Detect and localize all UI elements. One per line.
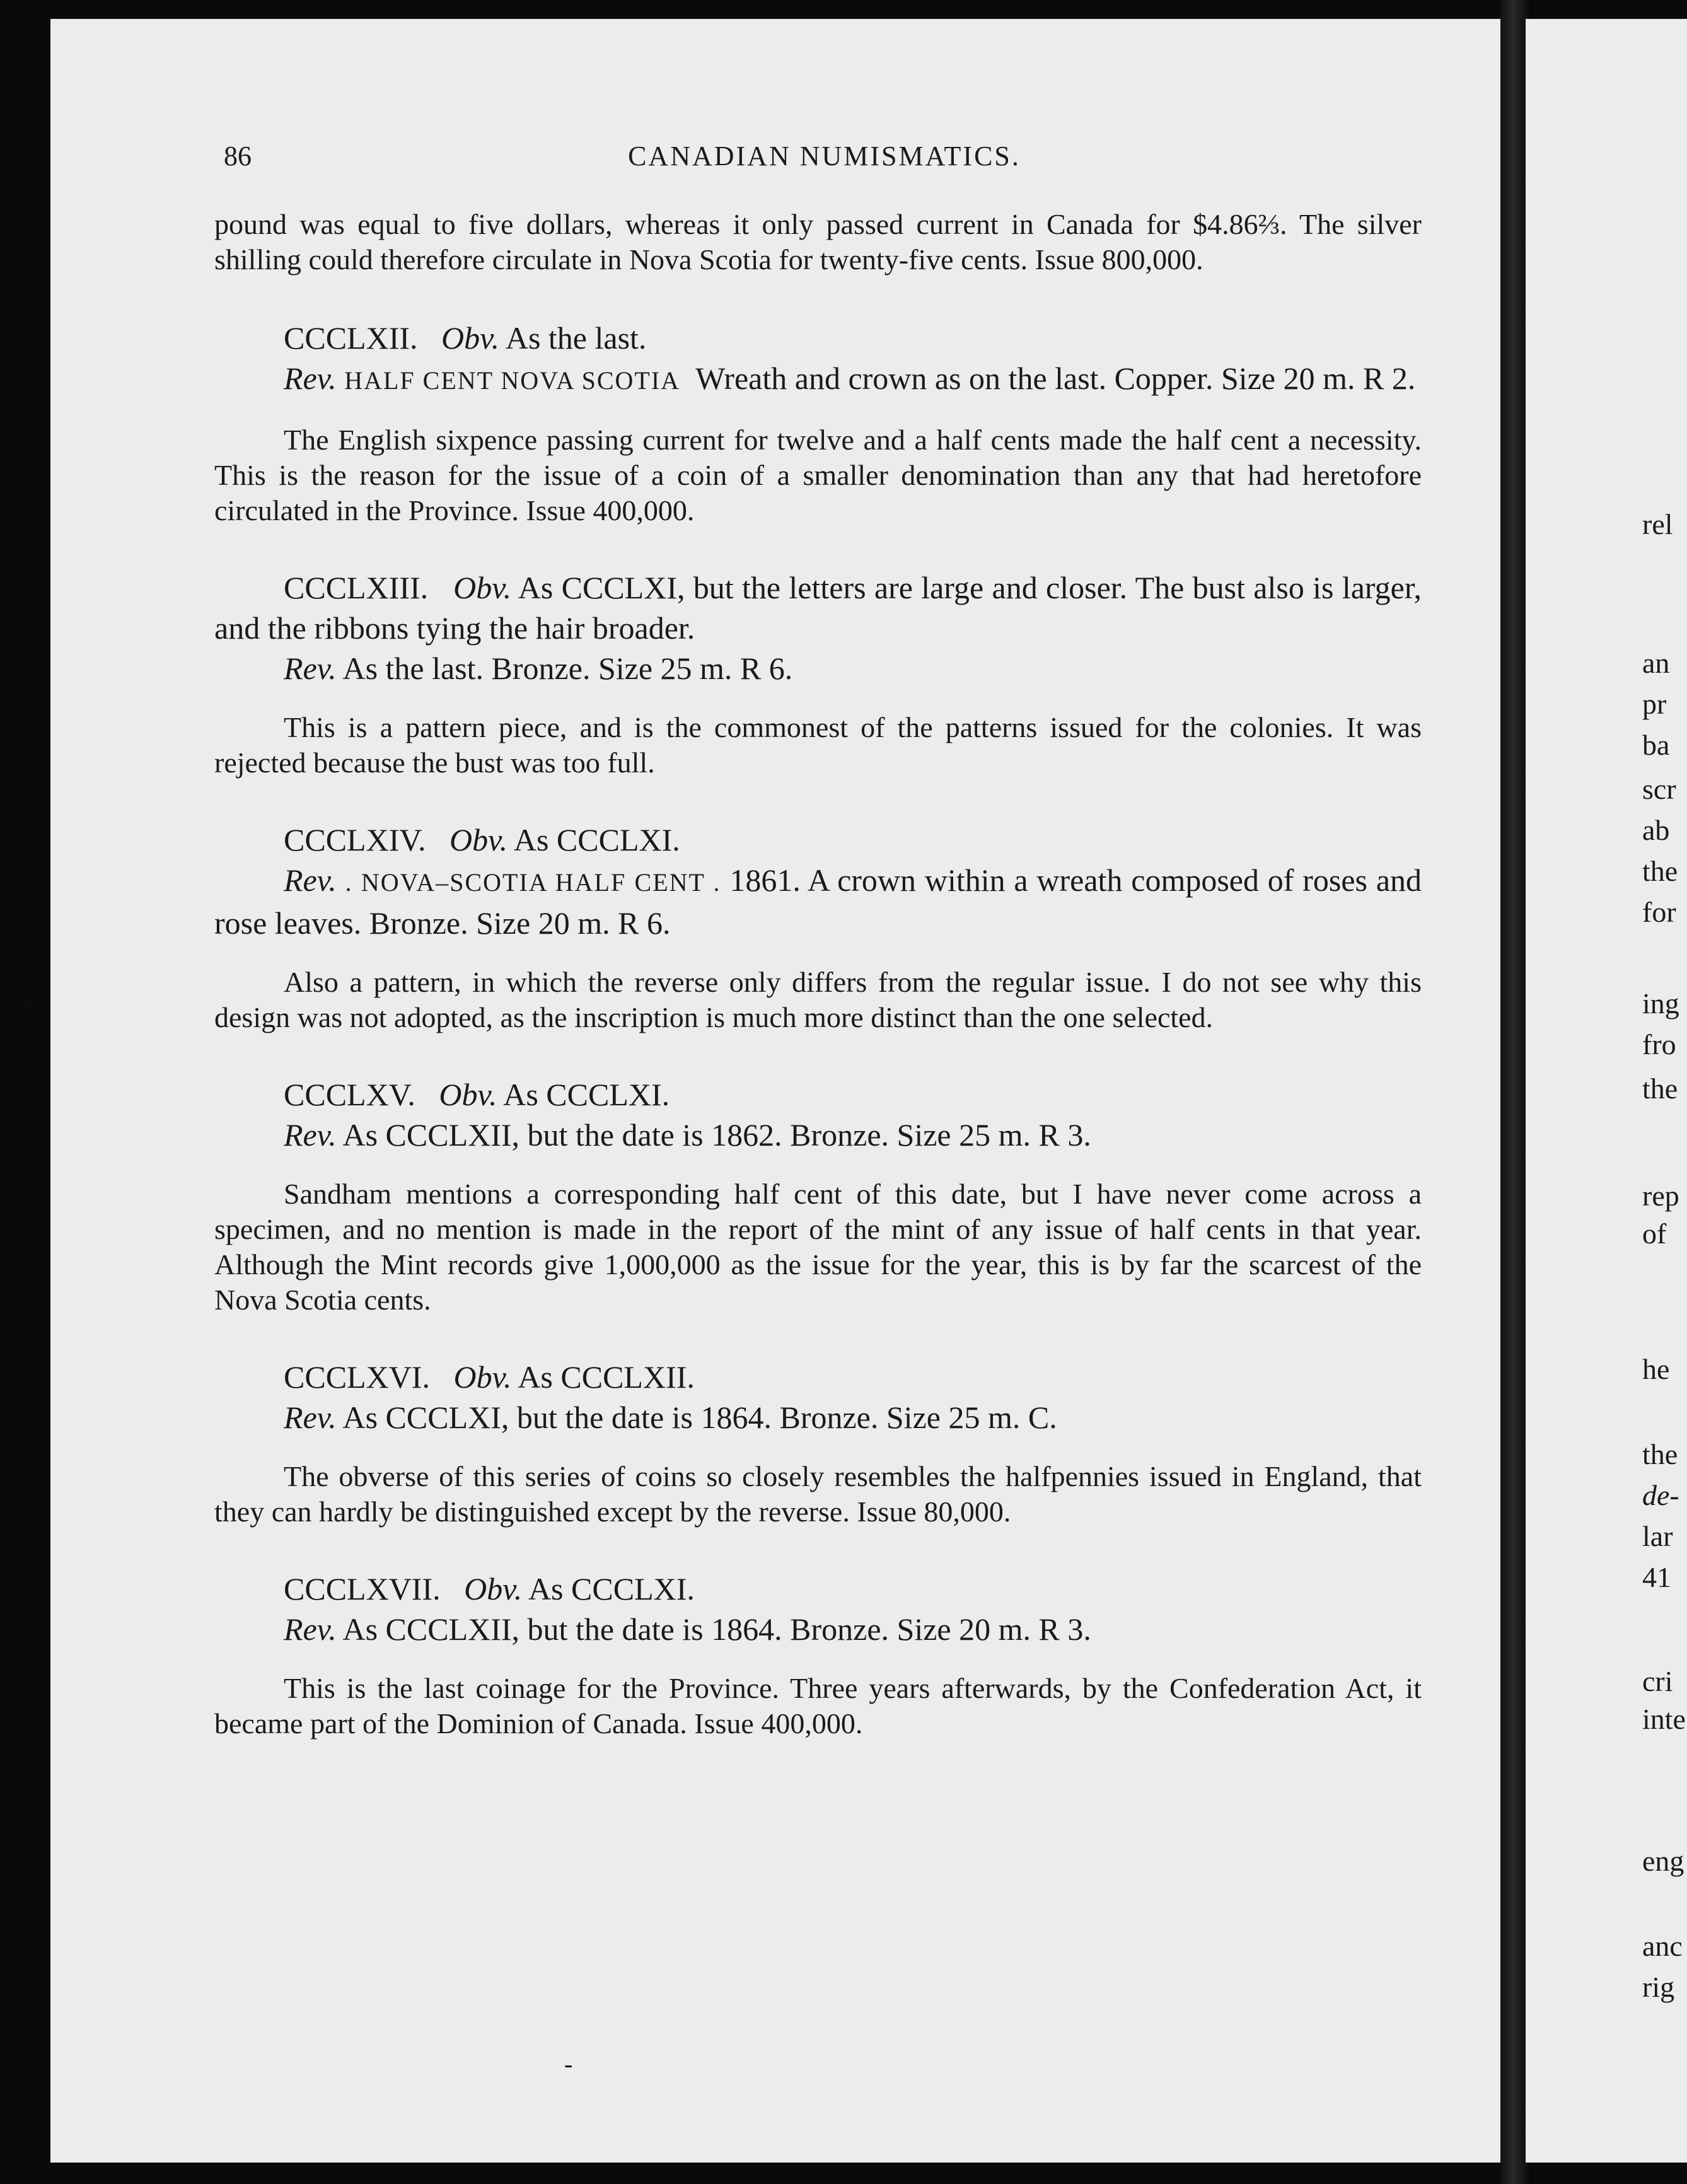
right-page-fragment: de- (1642, 1479, 1679, 1511)
rev-line (214, 1609, 1422, 1649)
entry-heading (214, 1074, 1422, 1115)
obv-description: As CCCLXII. (518, 1359, 695, 1395)
rev-description: As the last. Bronze. Size 25 m. R 6. (342, 651, 793, 686)
rev-label: Rev. (284, 1612, 337, 1647)
entry-heading (214, 318, 1422, 358)
right-page-fragment: the (1642, 1438, 1678, 1470)
right-page-fragment: pr (1642, 688, 1667, 720)
rev-line (214, 358, 1422, 401)
obv-label: Obv. (441, 320, 500, 356)
entry-note: Also a pattern, in which the reverse only differs from the regular issue. I do not see why this design was not adopted, as the inscription is much more distinct than the one selected. (214, 966, 1422, 1033)
rev-line (214, 860, 1422, 943)
rev-description: 1861. A crown within a wreath composed of roses and rose leaves. Bronze. Size 20 m. R 6. (214, 863, 1422, 941)
right-page-fragment: rig (1642, 1971, 1675, 2003)
right-page-fragment: anc (1642, 1930, 1683, 1962)
obv-label: Obv. (453, 570, 512, 605)
entry-note: This is a pattern piece, and is the commonest of the patterns issued for the colonies. It was rejected because the bust was too full. (214, 711, 1422, 779)
rev-line (214, 1397, 1422, 1438)
entry-number: CCCLXVI. (284, 1359, 430, 1395)
page-header (224, 140, 1425, 184)
entry-note: Sandham mentions a corresponding half cent of this date, but I have never come across a specimen, and no mention is made in the report of the mint of any issue of half cents in that year. Although the Mint records give 1,000,000 as the issue for the year, this is by far the scarcest of the Nova Scotia cents. (214, 1178, 1422, 1316)
right-page-fragment: rel (1642, 508, 1673, 540)
catalog-entry (214, 318, 1422, 528)
rev-label: Rev. (284, 863, 337, 898)
rev-label: Rev. (284, 1400, 337, 1435)
intro-paragraph: pound was equal to five dollars, whereas it only passed current in Canada for $4.86⅔. The silver shilling could therefore circulate in Nova Scotia for twenty-five cents. Issue 800,000. (214, 208, 1422, 276)
entry-number: CCCLXVII. (284, 1571, 441, 1606)
rev-label: Rev. (284, 651, 337, 686)
right-page-fragment: ing (1642, 987, 1679, 1019)
entry-note: The obverse of this series of coins so closely resembles the halfpennies issued in England, that they can hardly be distinguished except by the reverse. Issue 80,000. (214, 1460, 1422, 1528)
right-page-fragment: for (1642, 896, 1676, 928)
obv-description: As CCCLXI. (528, 1571, 695, 1606)
running-head: CANADIAN NUMISMATICS. (628, 141, 1021, 171)
catalog-entry (214, 567, 1422, 781)
right-page-fragment: eng (1642, 1845, 1684, 1877)
page-number: 86 (224, 141, 252, 171)
right-page-fragment: of (1642, 1217, 1667, 1250)
obv-description: As the last. (505, 320, 647, 356)
rev-label: Rev. (284, 1117, 337, 1153)
rev-legend: HALF CENT NOVA SCOTIA (344, 366, 681, 395)
right-page-fragment: an (1642, 647, 1670, 679)
entry-number: CCCLXV. (284, 1077, 415, 1112)
scan-speck: · (25, 990, 34, 1019)
rev-legend: . NOVA–SCOTIA HALF CENT . (345, 868, 721, 897)
entry-heading (214, 820, 1422, 860)
entry-number: CCCLXIII. (284, 570, 429, 605)
right-page-fragment: ab (1642, 814, 1670, 846)
entry-note: This is the last coinage for the Province. Three years afterwards, by the Confederation Act, it became part of the Dominion of Canada. Issue 400,000. (214, 1672, 1422, 1740)
catalog-entry (214, 1357, 1422, 1530)
entry-heading (214, 1357, 1422, 1397)
rev-label: Rev. (284, 361, 337, 396)
right-page-fragment: 41 (1642, 1561, 1671, 1593)
page-body (214, 207, 1422, 1780)
rev-description: Wreath and crown as on the last. Copper. Size 20 m. R 2. (695, 361, 1416, 396)
catalog-entry (214, 1569, 1422, 1741)
right-page-fragment: lar (1642, 1520, 1673, 1552)
right-page-fragment: inte (1642, 1703, 1686, 1735)
catalog-entry (214, 820, 1422, 1035)
entry-heading (214, 1569, 1422, 1609)
obv-label: Obv. (439, 1077, 497, 1112)
obv-description: As CCCLXI, but the letters are large and closer. The bust also is larger, and the ribbons tying the hair broader. (214, 570, 1422, 646)
entry-number: CCCLXIV. (284, 822, 426, 857)
right-page-fragment: rep (1642, 1180, 1679, 1212)
right-page-fragment: he (1642, 1353, 1670, 1385)
obv-label: Obv. (464, 1571, 523, 1606)
entry-note: The English sixpence passing current for twelve and a half cents made the half cent a necessity. This is the reason for the issue of a coin of a smaller denomination than any that had heretofore circulated in the Province. Issue 400,000. (214, 424, 1422, 526)
obv-description: As CCCLXI. (503, 1077, 670, 1112)
scan-speck: - (564, 2050, 573, 2078)
rev-description: As CCCLXII, but the date is 1864. Bronze. Size 20 m. R 3. (342, 1612, 1091, 1647)
right-page-fragment: fro (1642, 1028, 1676, 1060)
right-page-fragment: ba (1642, 729, 1670, 761)
obv-label: Obv. (453, 1359, 512, 1395)
obv-description: As CCCLXI. (513, 822, 680, 857)
entry-number: CCCLXII. (284, 320, 418, 356)
entry-heading (214, 567, 1422, 648)
rev-description: As CCCLXI, but the date is 1864. Bronze. Size 25 m. C. (342, 1400, 1057, 1435)
catalog-entry (214, 1074, 1422, 1318)
obv-label: Obv. (449, 822, 508, 857)
right-page-fragment: scr (1642, 773, 1676, 805)
right-page-fragment: the (1642, 855, 1678, 887)
right-page-fragment: the (1642, 1072, 1678, 1105)
rev-description: As CCCLXII, but the date is 1862. Bronze. Size 25 m. R 3. (342, 1117, 1091, 1153)
right-page-fragment: cri (1642, 1665, 1673, 1697)
rev-line (214, 1115, 1422, 1155)
rev-line (214, 648, 1422, 688)
